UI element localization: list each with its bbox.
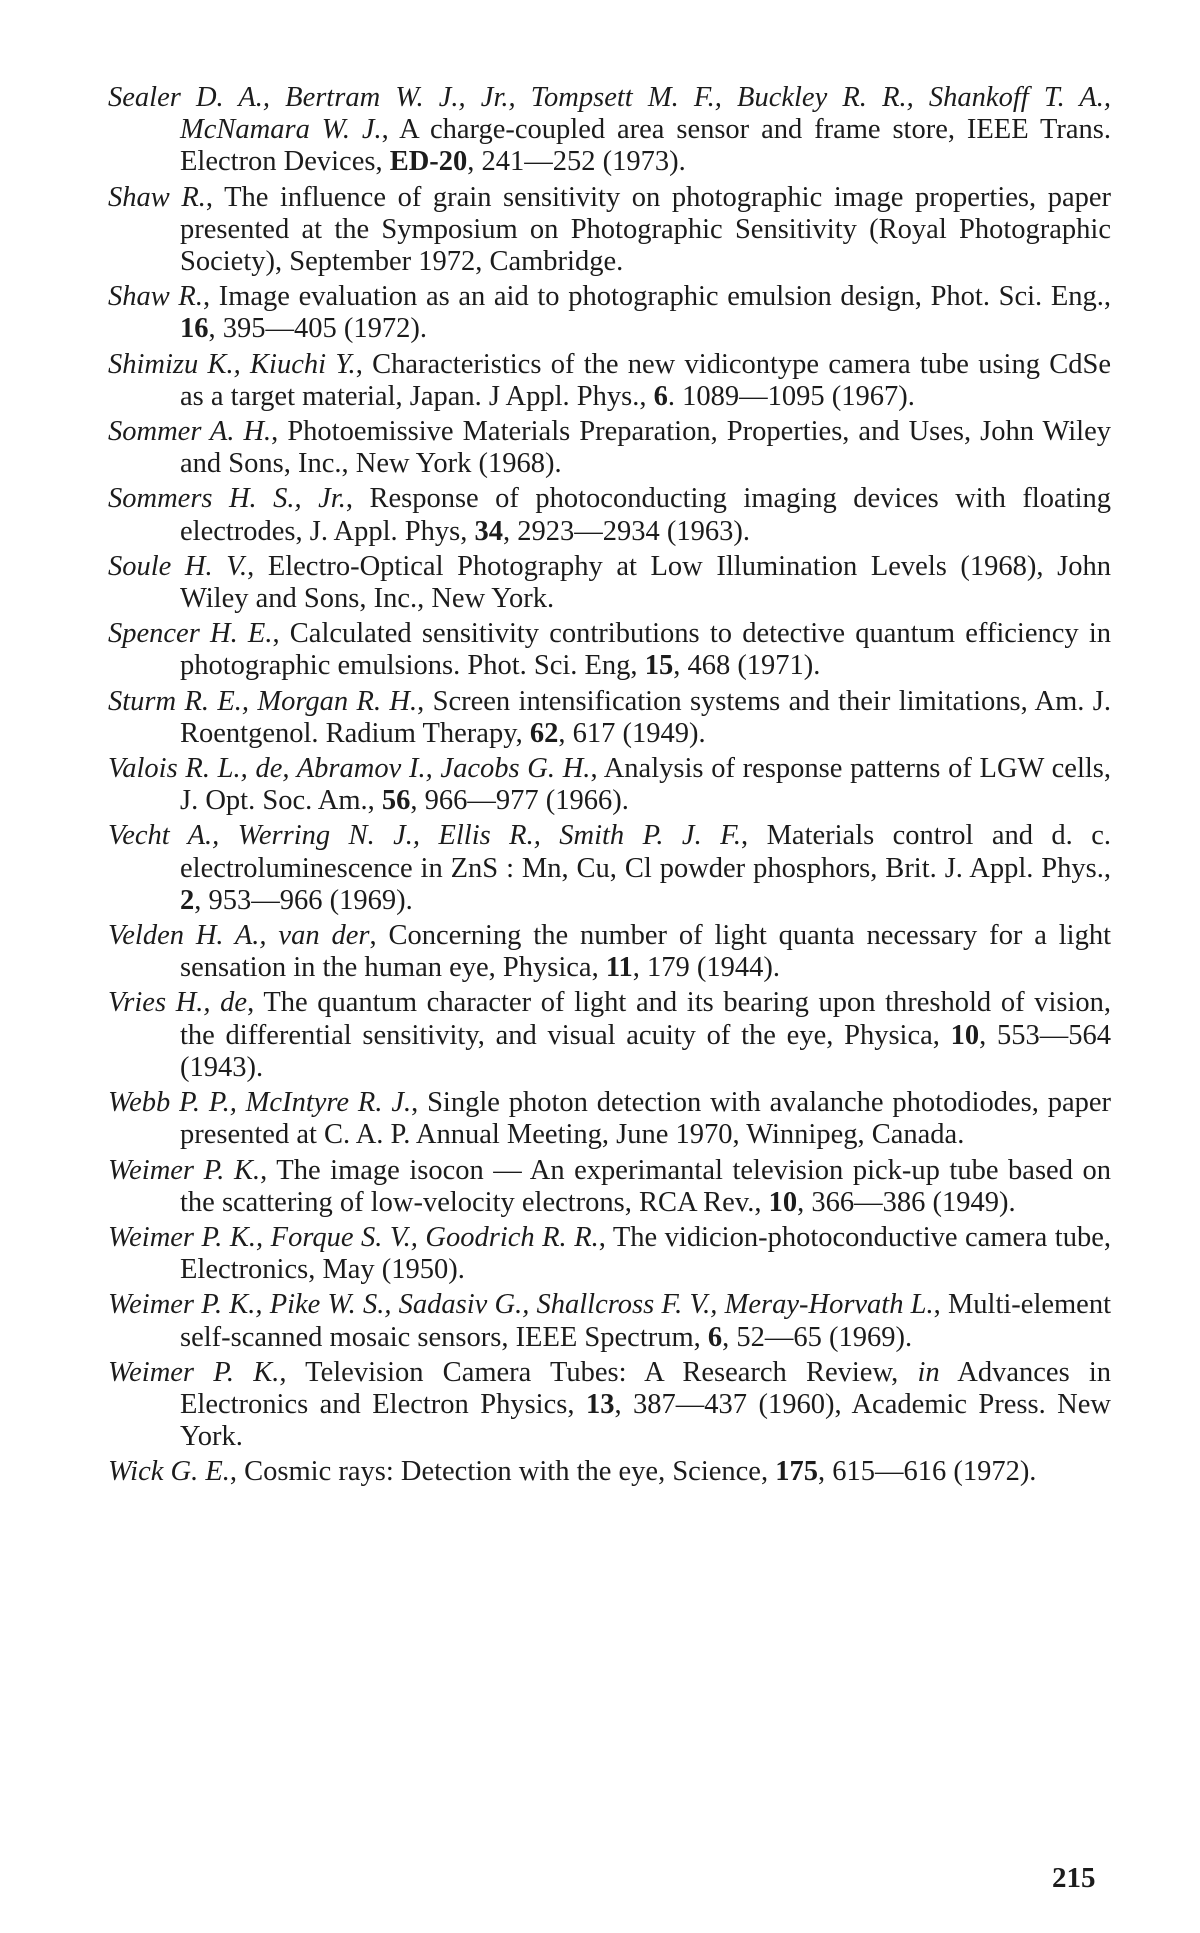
reference-entry xyxy=(108,416,1111,480)
reference-text: , Response of photoconducting imaging devices with floating electrodes, J. Appl. Phys, xyxy=(180,483,1111,546)
reference-pages: , 615—616 (1972). xyxy=(818,1456,1036,1487)
reference-pages: , 52—65 (1969). xyxy=(722,1322,912,1353)
page-number: 215 xyxy=(1052,1862,1096,1895)
reference-in-marker: in xyxy=(918,1357,940,1388)
reference-entry xyxy=(108,551,1111,615)
reference-text: , The influence of grain sensitivity on photographic image properties, paper presented at the Symposium on Photographic Sensitivity (Royal Photographic Society), September 1972, Cambridge. xyxy=(180,182,1111,277)
reference-authors: Weimer P. K., Forque S. V., Goodrich R. R. xyxy=(108,1222,599,1253)
reference-authors: Weimer P. K. xyxy=(108,1357,279,1388)
reference-entry xyxy=(108,1456,1111,1488)
reference-volume: 175 xyxy=(775,1456,818,1487)
reference-text: , Cosmic rays: Detection with the eye, Science, xyxy=(230,1456,775,1487)
reference-text: , Analysis of response patterns of LGW cells, J. Opt. Soc. Am., xyxy=(180,753,1111,816)
reference-authors: Spencer H. E. xyxy=(108,618,272,649)
reference-authors: Velden H. A., van der xyxy=(108,920,369,951)
reference-pages: , 387—437 (1960), Academic Press. New York. xyxy=(180,1389,1111,1452)
reference-volume: 6 xyxy=(654,381,668,412)
reference-pages: . 1089—1095 (1967). xyxy=(668,381,915,412)
reference-volume: 10 xyxy=(951,1020,980,1051)
reference-volume: 10 xyxy=(769,1187,798,1218)
reference-authors: Webb P. P., McIntyre R. J. xyxy=(108,1087,411,1118)
reference-authors: Weimer P. K., Pike W. S., Sadasiv G., Shallcross F. V., Meray-Horvath L. xyxy=(108,1289,934,1320)
reference-text: , Calculated sensitivity contributions to detective quantum efficiency in photographic emulsions. Phot. Sci. Eng, xyxy=(180,618,1111,681)
reference-pages: , 179 (1944). xyxy=(633,952,780,983)
reference-volume: ED-20 xyxy=(390,146,468,177)
reference-text: , Multi-element self-scanned mosaic sensors, IEEE Spectrum, xyxy=(180,1289,1111,1352)
reference-text: , The vidicion-photoconductive camera tube, Electronics, May (1950). xyxy=(180,1222,1111,1285)
reference-entry xyxy=(108,483,1111,547)
reference-pages: , 395—405 (1972). xyxy=(209,313,427,344)
reference-volume: 56 xyxy=(382,785,411,816)
reference-authors: Shimizu K., Kiuchi Y. xyxy=(108,349,356,380)
reference-pages: , 553—564 (1943). xyxy=(180,1020,1111,1083)
reference-text: , Materials control and d. c. electroluminescence in ZnS : Mn, Cu, Cl powder phosphors, Brit. J. Appl. Phys., xyxy=(180,820,1111,883)
reference-volume: 16 xyxy=(180,313,209,344)
reference-entry xyxy=(108,182,1111,279)
reference-authors: Soule H. V. xyxy=(108,551,247,582)
reference-volume: 62 xyxy=(530,718,559,749)
reference-text: , Characteristics of the new vidicontype camera tube using CdSe as a target material, Japan. J Appl. Phys., xyxy=(180,349,1111,412)
reference-authors: Vries H., de xyxy=(108,987,247,1018)
reference-pages: , 241—252 (1973). xyxy=(467,146,685,177)
reference-entry xyxy=(108,618,1111,682)
reference-pages: , 953—966 (1969). xyxy=(194,885,412,916)
reference-list xyxy=(108,82,1111,1492)
reference-authors: Sealer D. A., Bertram W. J., Jr., Tompsett M. F., Buckley R. R., Shankoff T. A., McNamara W. J. xyxy=(108,82,1111,145)
reference-text: , The image isocon — An experimantal television pick-up tube based on the scattering of low-velocity electrons, RCA Rev., xyxy=(180,1155,1111,1218)
reference-entry xyxy=(108,1087,1111,1151)
reference-volume: 2 xyxy=(180,885,194,916)
reference-volume: 13 xyxy=(586,1389,615,1420)
reference-authors: Vecht A., Werring N. J., Ellis R., Smith P. J. F. xyxy=(108,820,741,851)
reference-pages: , 966—977 (1966). xyxy=(410,785,628,816)
reference-text: , A charge-coupled area sensor and frame store, IEEE Trans. Electron Devices, xyxy=(180,114,1111,177)
reference-entry xyxy=(108,820,1111,917)
reference-authors: Shaw R. xyxy=(108,281,203,312)
reference-text: , Photoemissive Materials Preparation, Properties, and Uses, John Wiley and Sons, Inc., New York (1968). xyxy=(180,416,1111,479)
book-page xyxy=(0,0,1200,1933)
reference-entry xyxy=(108,1357,1111,1454)
reference-volume: 15 xyxy=(645,650,674,681)
reference-volume: 11 xyxy=(606,952,633,983)
reference-text: , Screen intensification systems and their limitations, Am. J. Roentgenol. Radium Therapy, xyxy=(180,686,1111,749)
reference-text: , Television Camera Tubes: A Research Review, xyxy=(279,1357,917,1388)
reference-volume: 6 xyxy=(708,1322,722,1353)
reference-entry xyxy=(108,987,1111,1084)
reference-source: Advances in Electronics and Electron Physics, xyxy=(180,1357,1111,1420)
reference-entry xyxy=(108,82,1111,179)
reference-authors: Sommer A. H. xyxy=(108,416,271,447)
reference-text: , Concerning the number of light quanta necessary for a light sensation in the human eye, Physica, xyxy=(180,920,1111,983)
reference-volume: 34 xyxy=(474,516,503,547)
reference-entry xyxy=(108,1155,1111,1219)
reference-entry xyxy=(108,1222,1111,1286)
reference-text: , Image evaluation as an aid to photographic emulsion design, Phot. Sci. Eng., xyxy=(203,281,1111,312)
reference-pages: , 366—386 (1949). xyxy=(797,1187,1015,1218)
reference-authors: Shaw R. xyxy=(108,182,206,213)
reference-authors: Sturm R. E., Morgan R. H. xyxy=(108,686,417,717)
reference-entry xyxy=(108,753,1111,817)
reference-authors: Wick G. E. xyxy=(108,1456,230,1487)
reference-entry xyxy=(108,920,1111,984)
reference-pages: , 468 (1971). xyxy=(673,650,820,681)
reference-text: , Single photon detection with avalanche photodiodes, paper presented at C. A. P. Annual Meeting, June 1970, Winnipeg, Canada. xyxy=(180,1087,1111,1150)
reference-text: , The quantum character of light and its bearing upon threshold of vision, the differential sensitivity, and visual acuity of the eye, Physica, xyxy=(180,987,1111,1050)
reference-authors: Weimer P. K. xyxy=(108,1155,260,1186)
reference-pages: , 2923—2934 (1963). xyxy=(503,516,750,547)
reference-text: , Electro-Optical Photography at Low Illumination Levels (1968), John Wiley and Sons, Inc., New York. xyxy=(180,551,1111,614)
reference-authors: Valois R. L., de, Abramov I., Jacobs G. H. xyxy=(108,753,590,784)
reference-entry xyxy=(108,349,1111,413)
reference-entry xyxy=(108,1289,1111,1353)
reference-entry xyxy=(108,281,1111,345)
reference-pages: , 617 (1949). xyxy=(558,718,705,749)
reference-entry xyxy=(108,686,1111,750)
reference-authors: Sommers H. S., Jr. xyxy=(108,483,346,514)
